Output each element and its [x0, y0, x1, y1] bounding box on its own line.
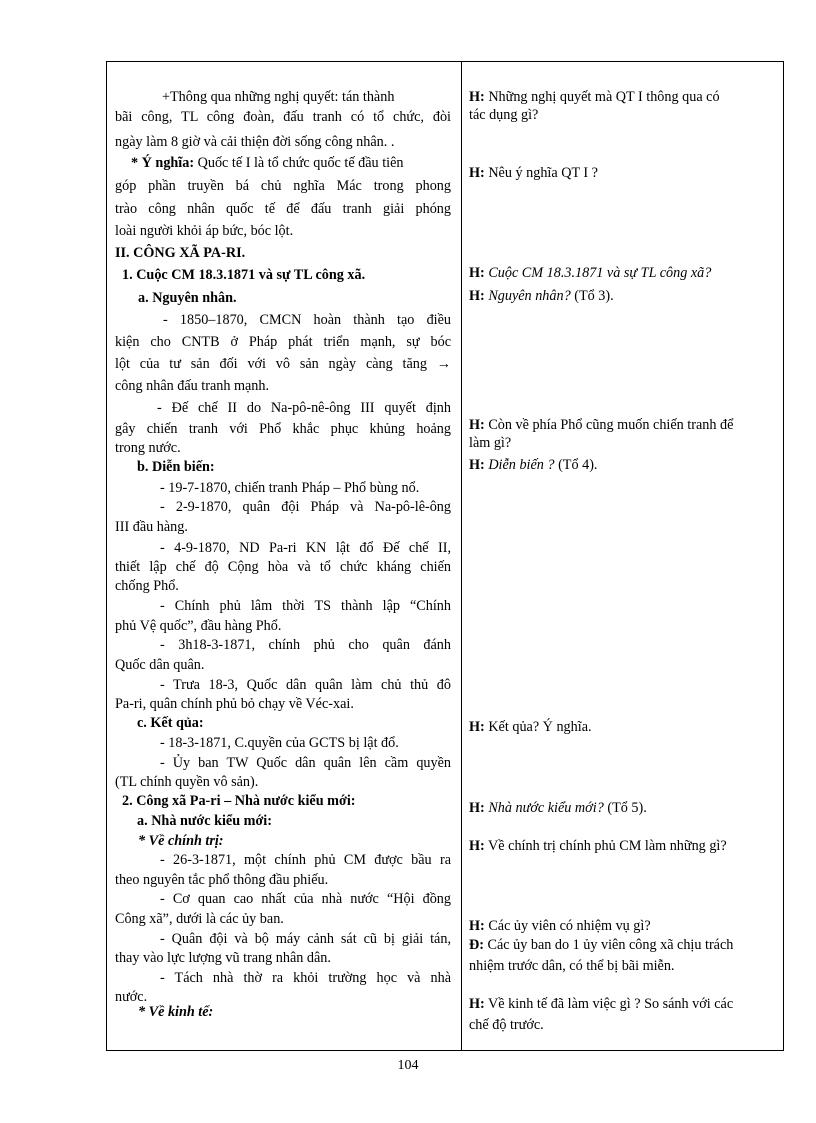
text-line: lột của tư sản đối với vô sản ngày càng tăng → — [115, 356, 451, 372]
subsection-heading: * Về kinh tế: — [138, 1004, 214, 1020]
text-line: trong nước. — [115, 440, 181, 456]
question-line: H: Những nghị quyết mà QT I thông qua có — [469, 89, 720, 105]
subsection-heading: a. Nhà nước kiểu mới: — [137, 813, 272, 829]
text-line: góp phần truyền bá chủ nghĩa Mác trong phong — [115, 178, 451, 194]
subsection-heading: b. Diễn biến: — [137, 459, 215, 475]
text-line: - Quân đội và bộ máy cảnh sát cũ bị giải tán, — [160, 931, 451, 947]
text-line: - Chính phủ lâm thời TS thành lập “Chính — [160, 598, 451, 614]
text-line: - 3h18-3-1871, chính phủ cho quân đánh — [160, 637, 451, 653]
text-line: ngày làm 8 giờ và cải thiện đời sống công nhân. . — [115, 134, 395, 150]
subsection-heading: a. Nguyên nhân. — [138, 290, 237, 306]
text-line: thiết lập chế độ Cộng hòa và tổ chức kháng chiến — [115, 559, 451, 575]
subsection-heading: c. Kết qủa: — [137, 715, 204, 731]
question-line: H: Còn về phía Phổ cũng muốn chiến tranh để — [469, 417, 734, 433]
question-line: H: Cuộc CM 18.3.1871 và sự TL công xã? — [469, 265, 712, 281]
text-line: - Ủy ban TW Quốc dân quân lên cầm quyền — [160, 755, 451, 771]
subsection-heading: 2. Công xã Pa-ri – Nhà nước kiểu mới: — [122, 793, 356, 809]
label: * Ý nghĩa: — [131, 155, 195, 171]
answer-line: nhiệm trước dân, có thể bị bãi miễn. — [469, 958, 675, 974]
text-line: - 19-7-1870, chiến tranh Pháp – Phổ bùng nổ. — [160, 480, 420, 496]
text-line: - 2-9-1870, quân đội Pháp và Na-pô-lê-ông — [160, 499, 451, 515]
text-line: gây chiến tranh với Phổ khắc phục khủng hoảng — [115, 421, 451, 437]
text-line: * Ý nghĩa: Quốc tế I là tổ chức quốc tế đầu tiên — [131, 155, 404, 171]
question-line: làm gì? — [469, 435, 512, 451]
column-divider — [461, 61, 462, 1051]
subsection-heading: 1. Cuộc CM 18.3.1871 và sự TL công xã. — [122, 267, 366, 283]
text-line: - 1850–1870, CMCN hoàn thành tạo điều — [163, 312, 451, 328]
question-line: H: Nguyên nhân? (Tổ 3). — [469, 288, 614, 304]
text-line: III đầu hàng. — [115, 519, 188, 535]
text-line: Quốc dân quân. — [115, 657, 205, 673]
question-line: chế độ trước. — [469, 1017, 544, 1033]
text-line: - Tách nhà thờ ra khỏi trường học và nhà — [160, 970, 451, 986]
text-line: bãi công, TL công đoàn, đấu tranh có tổ chức, đòi — [115, 109, 451, 125]
text-line: - Trưa 18-3, Quốc dân quân làm chủ thủ đô — [160, 677, 451, 693]
text-line: thay vào lực lượng vũ trang nhân dân. — [115, 950, 331, 966]
text-line: Pa-ri, quân chính phủ bỏ chạy về Véc-xai. — [115, 696, 354, 712]
question-line: H: Diễn biến ? (Tổ 4). — [469, 457, 598, 473]
text-line: - 26-3-1871, một chính phủ CM được bầu ra — [160, 852, 451, 868]
text-line: phủ Vệ quốc”, đầu hàng Phổ. — [115, 618, 282, 634]
question-line: H: Các ủy viên có nhiệm vụ gì? — [469, 918, 651, 934]
text-line: loài người khỏi áp bức, bóc lột. — [115, 223, 294, 239]
answer-line: Đ: Các ủy ban do 1 ủy viên công xã chịu trách — [469, 937, 734, 953]
text-line: (TL chính quyền vô sản). — [115, 774, 259, 790]
text-line: - Đế chế II do Na-pô-nê-ông III quyết định — [157, 400, 451, 416]
text-line: kiện cho CNTB ở Pháp phát triển mạnh, sự bóc — [115, 334, 451, 350]
question-line: H: Về chính trị chính phủ CM làm những gì? — [469, 838, 727, 854]
text-line: - 18-3-1871, C.quyền của GCTS bị lật đổ. — [160, 735, 399, 751]
section-heading: II. CÔNG XÃ PA-RI. — [115, 245, 246, 261]
question-line: H: Nêu ý nghĩa QT I ? — [469, 165, 598, 181]
text-line: chống Phổ. — [115, 578, 179, 594]
text-line: +Thông qua những nghị quyết: tán thành — [162, 89, 395, 105]
page-number: 104 — [397, 1058, 419, 1073]
subsection-heading: * Về chính trị: — [138, 833, 224, 849]
question-line: H: Về kinh tế đã làm việc gì ? So sánh với các — [469, 996, 734, 1012]
text-line: công nhân đấu tranh mạnh. — [115, 378, 270, 394]
text-line: Công xã”, dưới là các ủy ban. — [115, 911, 284, 927]
text-line: - Cơ quan cao nhất của nhà nước “Hội đồng — [160, 891, 451, 907]
text-line: nước. — [115, 989, 148, 1005]
text-line: - 4-9-1870, ND Pa-ri KN lật đổ Đế chế II, — [160, 540, 451, 556]
question-line: H: Kết qủa? Ý nghĩa. — [469, 719, 592, 735]
question-line: H: Nhà nước kiểu mới? (Tổ 5). — [469, 800, 647, 816]
question-line: tác dụng gì? — [469, 107, 539, 123]
text-line: trào công nhân quốc tế để đấu tranh giải phóng — [115, 201, 451, 217]
text-line: theo nguyên tắc phổ thông đầu phiếu. — [115, 872, 329, 888]
